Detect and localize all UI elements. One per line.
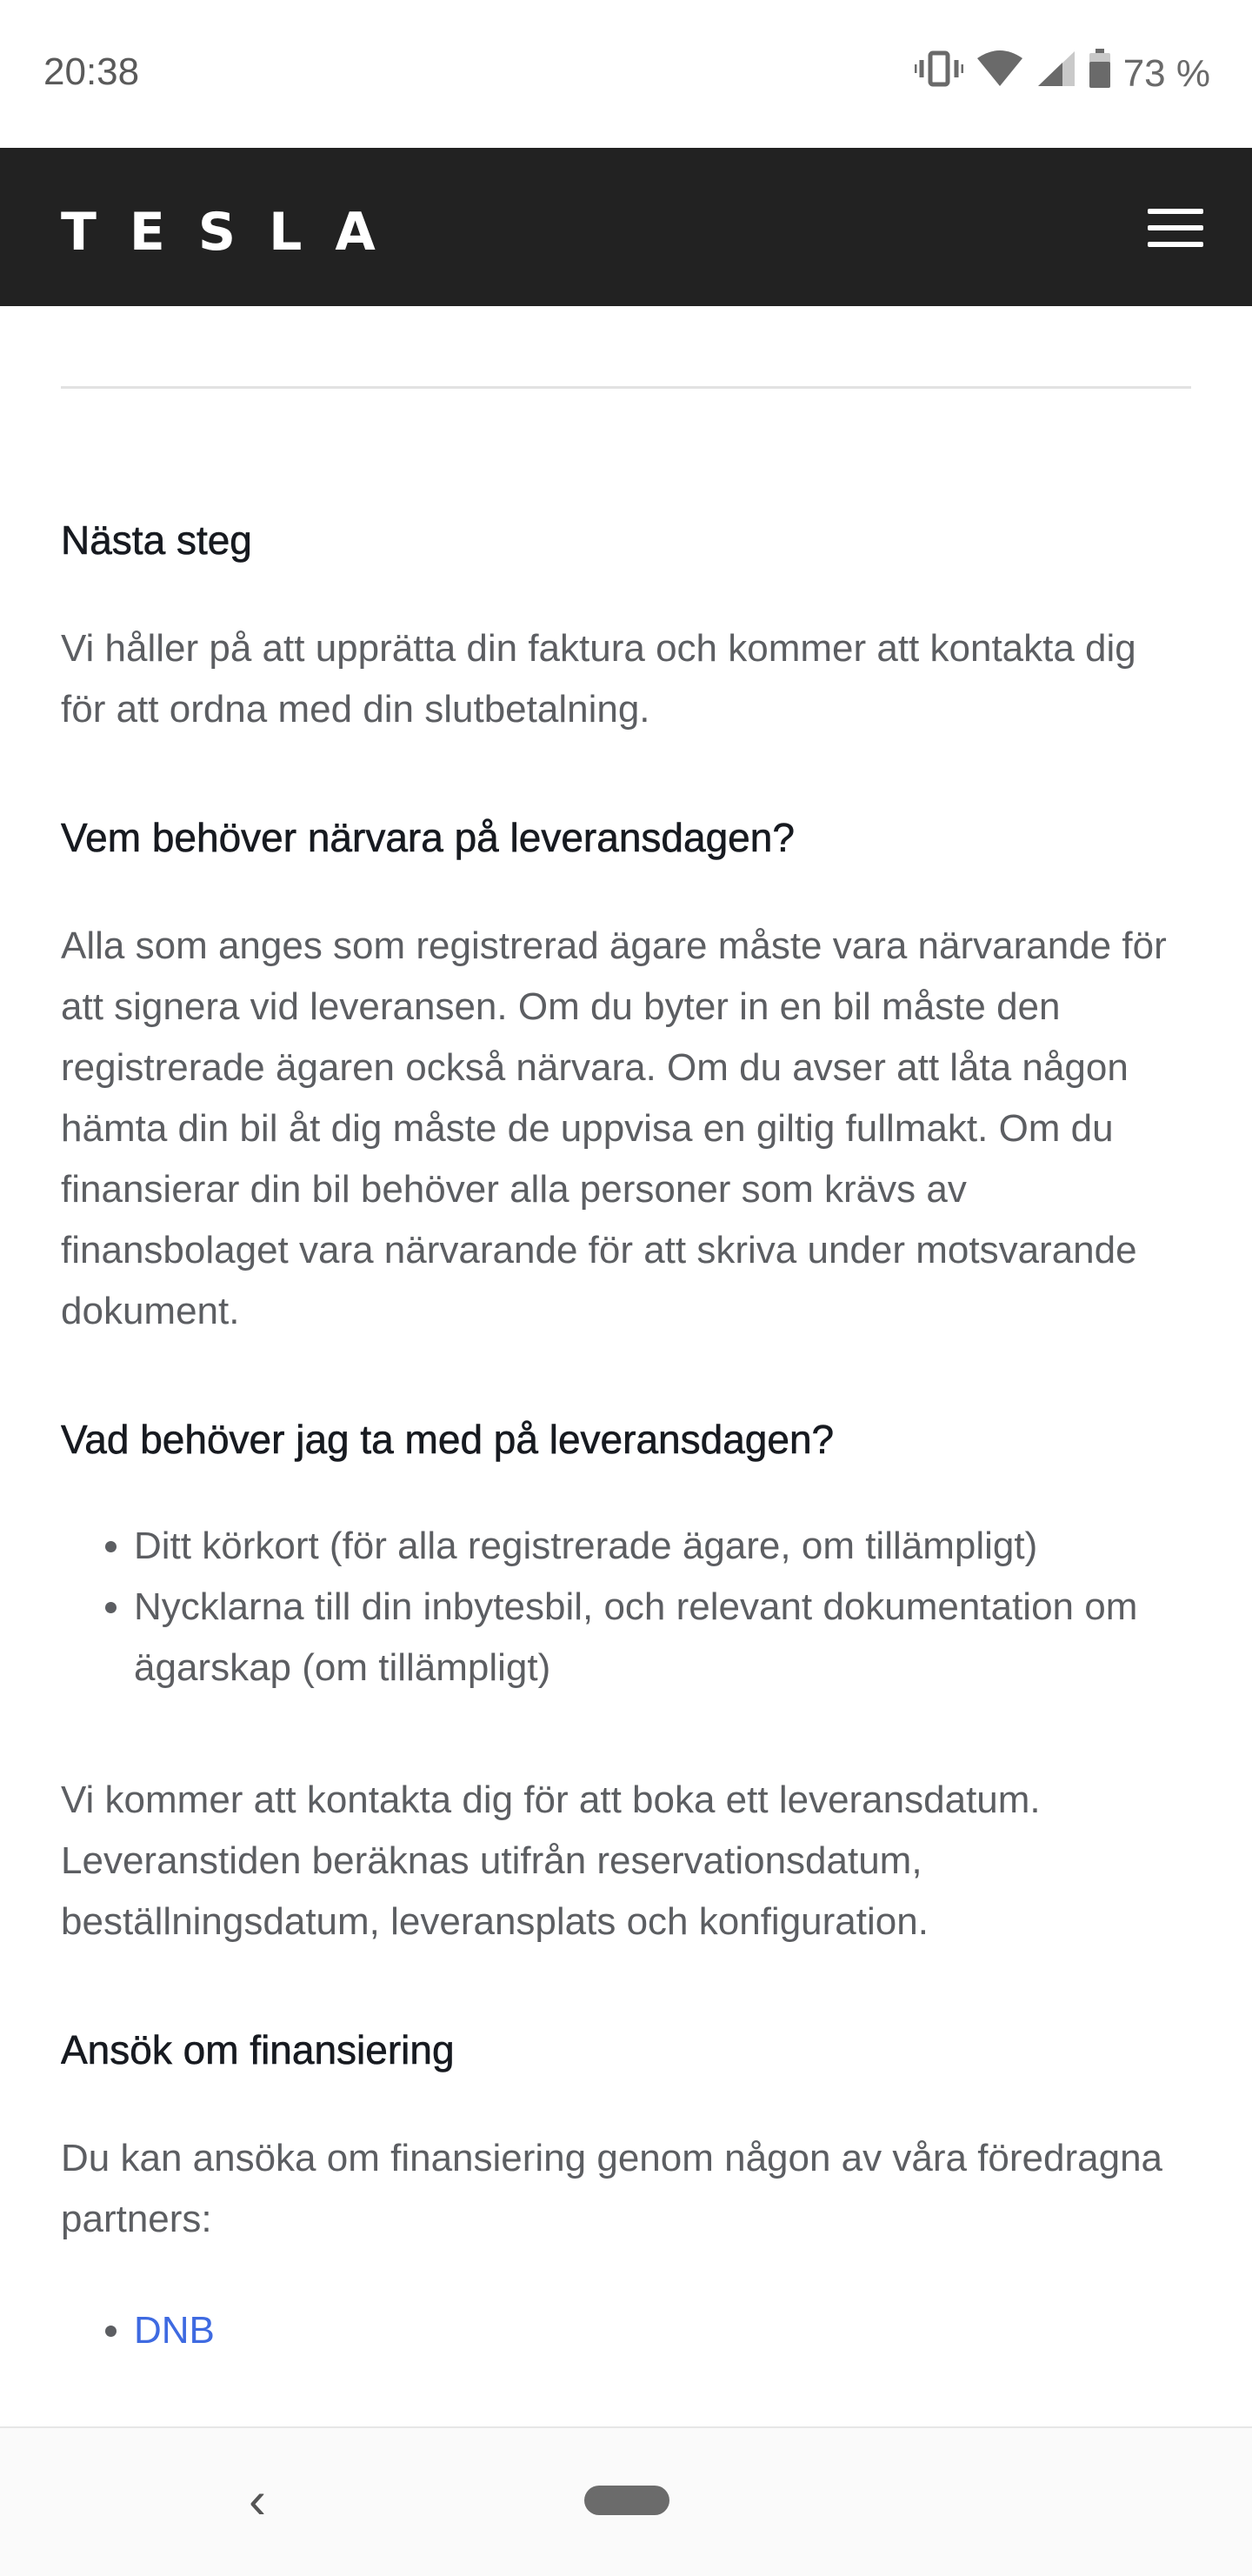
delivery-contact-text: Vi kommer att kontakta dig för att boka ett leveransdatum. Leveranstiden beräknas utifrån reservationsdatum, beställningsdatum, leveransplats och konfiguration. xyxy=(61,1779,1041,1943)
status-bar xyxy=(0,0,1252,148)
partners-list xyxy=(61,2300,1191,2361)
cell-signal-icon xyxy=(1036,50,1076,97)
system-nav-bar xyxy=(0,2426,1252,2576)
battery-percent: 73 % xyxy=(1122,51,1210,95)
vibrate-icon xyxy=(915,50,963,97)
next-steps-text: Vi håller på att upprätta din faktura och kommer att kontakta dig för att ordna med din slutbetalning. xyxy=(61,627,1136,731)
battery-icon xyxy=(1089,49,1111,98)
home-pill-icon[interactable] xyxy=(584,2486,669,2515)
hamburger-menu-icon[interactable] xyxy=(1137,193,1207,263)
next-steps-heading: Nästa steg xyxy=(61,517,252,563)
financing-text: Du kan ansöka om finansiering genom någon av våra föredragna partners: xyxy=(61,2137,1163,2240)
status-time: 20:38 xyxy=(43,50,140,93)
bring-list xyxy=(61,1516,1191,1698)
partner-link-dnb[interactable]: DNB xyxy=(134,2309,215,2352)
main-content xyxy=(61,306,1191,2428)
list-item: • Ditt körkort (för alla registrerade ägare, om tillämpligt) xyxy=(134,1516,1191,1577)
status-icons xyxy=(915,49,1210,98)
tesla-logo[interactable]: TESLA xyxy=(61,202,409,263)
what-bring-heading: Vad behöver jag ta med på leveransdagen? xyxy=(61,1417,835,1462)
list-item: • Nycklarna till din inbytesbil, och relevant dokumentation om ägarskap (om tillämpligt) xyxy=(134,1577,1191,1698)
who-attend-text: Alla som anges som registrerad ägare måste vara närvarande för att signera vid leveransen. Om du byter in en bil måste den registrerade ägaren också närvara. Om du avser att låta någon hämta din bil åt dig måste de uppvisa en giltig fullmakt. Om du finansierar din bil behöver alla personer som krävs av finansbolaget vara närvarande för att skriva under motsvarande dokument. xyxy=(61,924,1167,1332)
back-chevron-icon[interactable]: ‹ xyxy=(249,2471,266,2529)
financing-heading: Ansök om finansiering xyxy=(61,2027,455,2072)
who-attend-heading: Vem behöver närvara på leveransdagen? xyxy=(61,815,795,860)
partner-item xyxy=(134,2300,1191,2361)
section-divider xyxy=(61,386,1191,389)
wifi-icon xyxy=(976,50,1024,97)
top-navbar xyxy=(0,148,1252,306)
